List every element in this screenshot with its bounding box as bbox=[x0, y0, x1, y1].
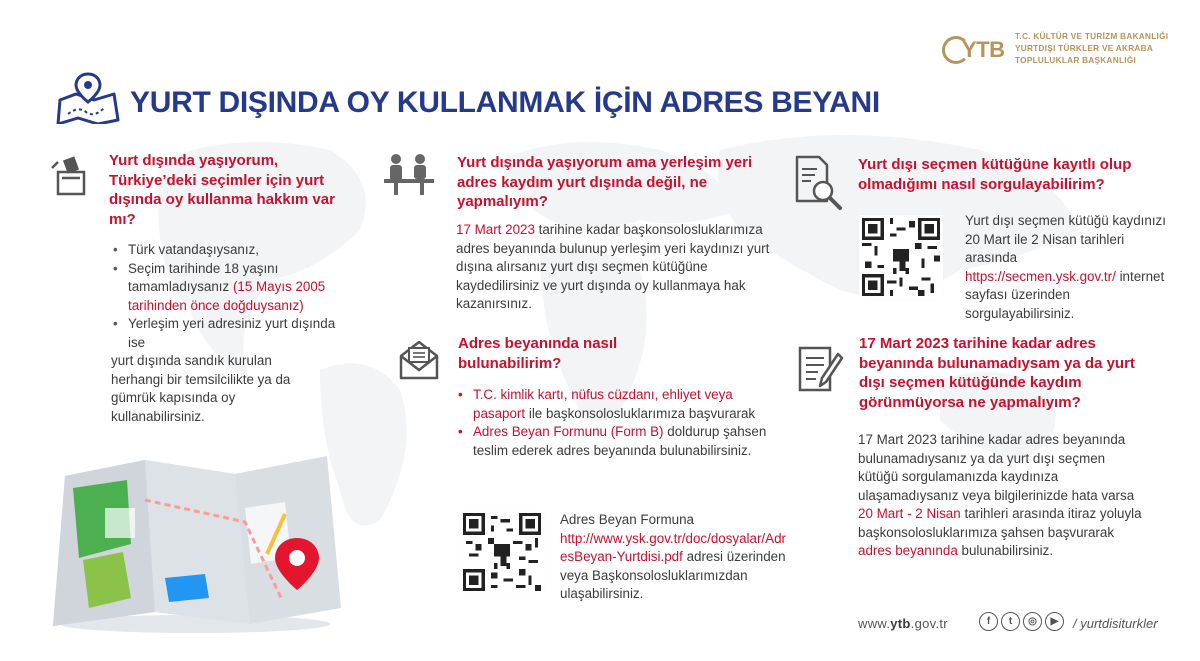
brand-line: TOPLULUKLAR BAŞKANLIĞI bbox=[1015, 56, 1137, 65]
secmen-link[interactable]: https://secmen.ysk.gov.tr/ bbox=[965, 268, 1116, 284]
list-item bbox=[456, 386, 776, 423]
map-illustration bbox=[45, 448, 345, 634]
eligibility-text bbox=[111, 241, 351, 426]
bullet-text: Yerleşim yeri adresiniz yurt dışında ise bbox=[128, 316, 336, 350]
query-text: Yurt dışı seçmen kütüğü kaydınızı 20 Mart ile 2 Nisan tarihleri arasında bbox=[965, 213, 1166, 265]
list-item bbox=[111, 241, 351, 260]
answer-text: tarihine kadar başkonsolosluklarımıza adres beyanında bulunup yerleşim yeri kaydınızı yurt dışına alırsanız yurt dışı seçmen kütüğüne kaydedilirsiniz ve yurt dışında oy kullanmaya hak kazanırsınız. bbox=[456, 222, 770, 311]
map-pin-icon bbox=[54, 70, 122, 124]
question-voting-right: Yurt dışında yaşıyorum, Türkiye’deki seçimler için yurt dışında oy kullanma hakkım var mı? bbox=[109, 152, 335, 228]
brand-lines bbox=[1015, 31, 1170, 67]
form-b-name: Adres Beyan Formunu (Form B) bbox=[473, 424, 664, 439]
question-residence-record: Yurt dışında yaşıyorum ama yerleşim yeri adres kaydım yurt dışında değil, ne yapmalıyım? bbox=[457, 154, 753, 210]
residence-answer bbox=[456, 221, 786, 314]
id-documents: T.C. kimlik kartı, nüfus cüzdanı, ehliyet veya pasaport bbox=[473, 387, 733, 421]
deadline-date: 17 Mart 2023 bbox=[456, 222, 535, 237]
question-registry-query: Yurt dışı seçmen kütüğüne kayıtlı olup olmadığımı nasıl sorgulayabilirim? bbox=[858, 156, 1132, 193]
list-item bbox=[456, 423, 776, 460]
query-text: internet sayfası üzerinden sorgulayabilirsiniz. bbox=[965, 268, 1165, 321]
qr-code-icon bbox=[862, 218, 940, 296]
address-declaration: adres beyanında bbox=[858, 543, 958, 558]
envelope-icon bbox=[397, 340, 441, 380]
birth-date-note: (15 Mayıs 2005 tarihinden önce doğduysanız) bbox=[128, 279, 326, 313]
answer-text: bulunabilirsiniz. bbox=[961, 543, 1054, 558]
facebook-icon[interactable]: f bbox=[979, 612, 998, 631]
list-item bbox=[111, 260, 351, 316]
social-handle: / yurtdisiturkler bbox=[1073, 616, 1158, 631]
objection-period: 20 Mart - 2 Nisan bbox=[858, 506, 961, 521]
twitter-icon[interactable]: t bbox=[1001, 612, 1020, 631]
brand-line: T.C. KÜLTÜR VE TURİZM BAKANLIĞI bbox=[1015, 32, 1169, 41]
registry-query-info bbox=[965, 212, 1170, 323]
answer-text: 17 Mart 2023 tarihine kadar adres beyanında bulunamadıysanız ya da yurt dışı seçmen kütüğü sorgulamanızda kaydınıza ulaşamadıysanız veya bilgilerinizde hata varsa bbox=[858, 432, 1135, 503]
question-missed-deadline: 17 Mart 2023 tarihine kadar adres beyanında bulunamadıysam ya da yurt dışı seçmen kütüğünde kaydım görünmüyorsa ne yapmalıyım? bbox=[859, 335, 1135, 411]
brand-wordmark: YTB bbox=[962, 37, 1005, 62]
web-domain: ytb bbox=[890, 616, 911, 631]
form-download-info bbox=[560, 511, 790, 604]
form-edit-icon bbox=[796, 344, 844, 396]
instagram-icon[interactable]: ◎ bbox=[1023, 612, 1042, 631]
ballot-box-icon bbox=[50, 152, 90, 196]
form-link[interactable]: http://www.ysk.gov.tr/doc/dosyalar/AdresBeyan-Yurtdisi.pdf bbox=[560, 530, 786, 564]
bullet-text: Türk vatandaşıysanız, bbox=[128, 242, 259, 257]
web-prefix: www. bbox=[858, 616, 891, 631]
question-how-to-declare: Adres beyanında nasıl bulunabilirim? bbox=[458, 335, 618, 372]
youtube-icon[interactable]: ▶ bbox=[1045, 612, 1064, 631]
web-suffix: .gov.tr bbox=[910, 616, 948, 631]
page-title: YURT DIŞINDA OY KULLANMAK İÇİN ADRES BEYANI bbox=[130, 86, 880, 119]
counter-desk-icon bbox=[384, 153, 434, 195]
website-link[interactable] bbox=[858, 616, 948, 631]
social-icons bbox=[979, 612, 1064, 631]
eligibility-conclusion: yurt dışında sandık kurulan herhangi bir temsilcilikte ya da gümrük kapısında oy kullanabilirsiniz. bbox=[111, 353, 291, 424]
list-item bbox=[111, 315, 351, 352]
brand-line: YURTDIŞI TÜRKLER VE AKRABA bbox=[1015, 44, 1154, 53]
bullet-text: doldurup şahsen teslim ederek adres beyanında bulunabilirsiniz. bbox=[473, 424, 767, 458]
declaration-steps bbox=[456, 386, 776, 460]
bullet-text: Seçim tarihinde 18 yaşını tamamladıysanız bbox=[128, 260, 279, 294]
ytb-brand-logo bbox=[942, 30, 1167, 72]
bullet-text: ile başkonsolosluklarımıza başvurarak bbox=[528, 405, 756, 421]
objection-answer bbox=[858, 431, 1148, 561]
form-rest: adresi üzerinden veya Başkonsolosluklarımızdan ulaşabilirsiniz. bbox=[560, 549, 786, 601]
answer-text: tarihleri arasında itiraz yoluyla başkonsolosluklarımıza şahsen başvurarak bbox=[858, 506, 1142, 540]
document-search-icon bbox=[793, 155, 843, 211]
qr-code-icon bbox=[463, 513, 541, 591]
form-title: Adres Beyan Formuna bbox=[560, 512, 694, 527]
